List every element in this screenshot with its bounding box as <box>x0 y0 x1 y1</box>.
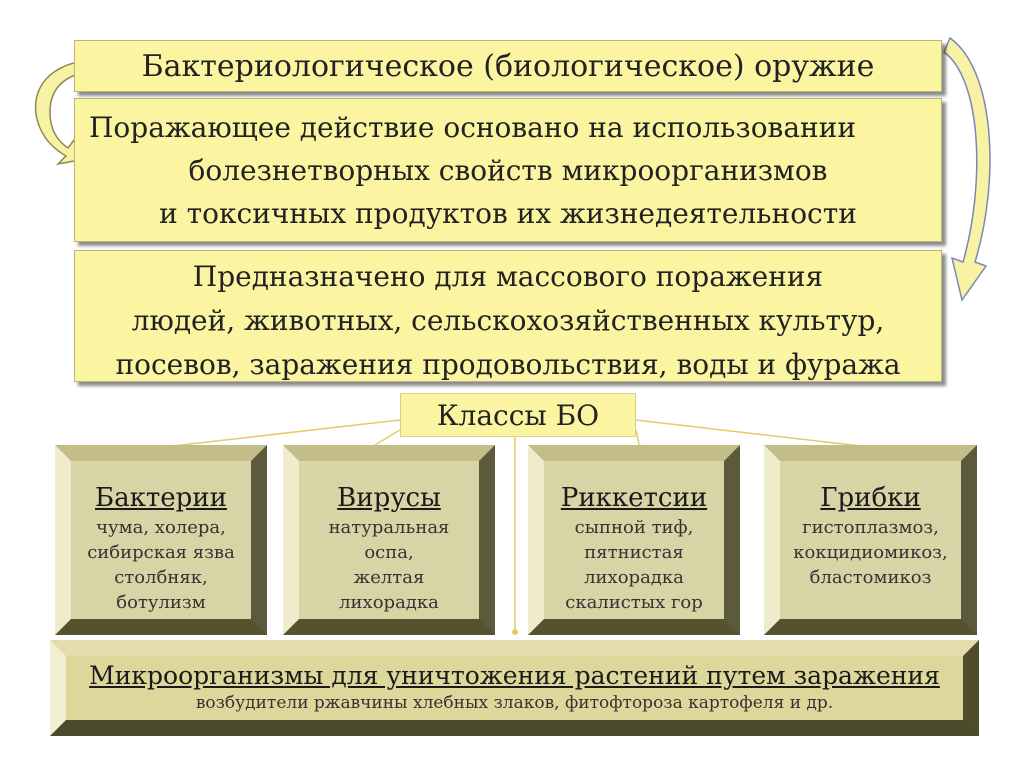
connector-right <box>636 420 878 448</box>
main-title: Бактериологическое (биологическое) оружие <box>74 40 942 92</box>
class-title: Бактерии <box>95 483 227 513</box>
plant-microorganisms-panel <box>50 640 979 736</box>
class-line: бластомикоз <box>809 567 932 588</box>
plant-panel-title: Микроорганизмы для уничтожения растений путем заражения <box>89 661 940 690</box>
class-title: Риккетсии <box>560 483 708 513</box>
class-line: столбняк, <box>114 567 208 588</box>
class-line: лихорадка <box>339 592 439 613</box>
class-line: чума, холера, <box>96 517 226 538</box>
class-card-viruses <box>283 445 495 635</box>
connector-left <box>155 420 400 448</box>
class-line: ботулизм <box>116 592 206 613</box>
class-line: гистоплазмоз, <box>802 517 939 538</box>
class-line: скалистых гор <box>565 592 703 613</box>
classes-label: Классы БО <box>400 393 636 437</box>
class-card-fungi <box>764 445 977 635</box>
class-line: натуральная <box>328 517 450 538</box>
connector-dot <box>512 629 518 635</box>
description-line: болезнетворных свойств микроорганизмов <box>188 154 828 187</box>
class-line: пятнистая <box>584 542 684 563</box>
purpose-line: Предназначено для массового поражения <box>192 260 824 293</box>
class-title: Грибки <box>820 483 921 513</box>
class-line: сибирская язва <box>87 542 235 563</box>
description-box <box>74 98 942 242</box>
description-line: и токсичных продуктов их жизнедеятельности <box>159 197 857 230</box>
class-line: кокцидиомикоз, <box>793 542 948 563</box>
purpose-line: посевов, заражения продовольствия, воды и фуража <box>115 348 901 381</box>
purpose-box <box>74 250 942 382</box>
plant-panel-text: возбудители ржавчины хлебных злаков, фитофтороза картофеля и др. <box>195 693 834 713</box>
class-line: лихорадка <box>584 567 684 588</box>
right-curved-arrow <box>944 38 990 300</box>
class-line: желтая <box>353 567 425 588</box>
class-line: оспа, <box>364 542 414 563</box>
class-line: сыпной тиф, <box>574 517 694 538</box>
class-card-bacteria <box>55 445 267 635</box>
class-card-rickettsia <box>528 445 740 635</box>
purpose-line: людей, животных, сельскохозяйственных культур, <box>131 304 885 337</box>
class-title: Вирусы <box>337 483 441 513</box>
description-line: Поражающее действие основано на использовании <box>89 111 856 144</box>
